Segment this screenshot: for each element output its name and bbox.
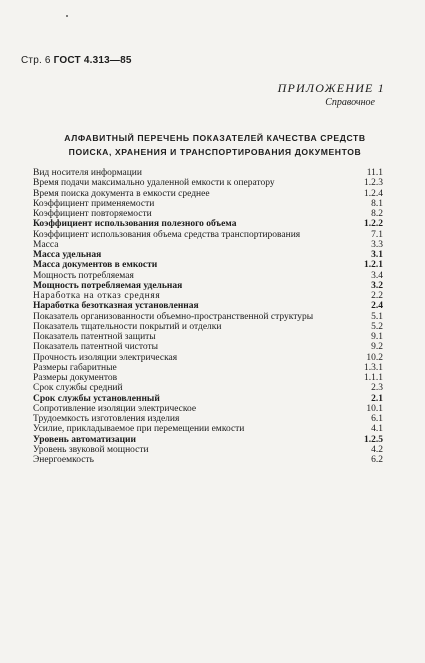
list-item: Наработка на отказ средняя 2.2	[33, 291, 383, 301]
list-item: Срок службы средний 2.3	[33, 383, 383, 394]
standard-id: ГОСТ 4.313—85	[53, 55, 132, 66]
list-item: Коэффициент применяемости 8.1	[33, 198, 383, 209]
appendix-title: ПРИЛОЖЕНИЕ 1	[277, 81, 385, 95]
list-item: Уровень звуковой мощности 4.2	[33, 444, 383, 455]
list-item: Мощность потребляемая 3.4	[33, 270, 383, 281]
list-item: Масса удельная 3.1	[33, 250, 383, 260]
list-item: Коэффициент повторяемости 8.2	[33, 209, 383, 219]
indicator-list	[33, 168, 383, 465]
list-item: Размеры документов 1.1.1	[33, 373, 383, 383]
list-item: Уровень автоматизации 1.2.5	[33, 434, 383, 445]
list-item: Усилие, прикладываемое при перемещении емкости 4.1	[33, 424, 383, 435]
list-item: Показатель патентной защиты 9.1	[33, 332, 383, 342]
list-title-line-1: АЛФАВИТНЫЙ ПЕРЕЧЕНЬ ПОКАЗАТЕЛЕЙ КАЧЕСТВА СРЕДСТВ	[64, 133, 366, 143]
list-title-line-2: ПОИСКА, ХРАНЕНИЯ И ТРАНСПОРТИРОВАНИЯ ДОКУМЕНТОВ	[68, 147, 362, 157]
page-header	[21, 55, 132, 66]
list-item: Время подачи максимально удаленной емкости к оператору 1.2.3	[33, 178, 383, 189]
page-number: Стр. 6	[21, 55, 51, 66]
scan-speck	[66, 15, 68, 17]
list-item: Время поиска документа в емкости среднее 1.2.4	[33, 188, 383, 199]
appendix-subtitle: Справочное	[325, 97, 375, 108]
list-item: Коэффициент использования полезного объема 1.2.2	[33, 219, 383, 230]
list-item: Энергоемкость 6.2	[33, 455, 383, 465]
list-item: Показатель патентной чистоты 9.2	[33, 342, 383, 353]
list-item: Вид носителя информации 11.1	[33, 168, 383, 178]
list-item: Наработка безотказная установленная 2.4	[33, 301, 383, 312]
list-item: Прочность изоляции электрическая 10.2	[33, 352, 383, 363]
list-item: Показатель организованности объемно-пространственной структуры 5.1	[33, 311, 383, 322]
list-item: Сопротивление изоляции электрическое 10.1	[33, 403, 383, 414]
list-item: Коэффициент использования объема средства транспортирования 7.1	[33, 229, 383, 240]
list-item: Показатель тщательности покрытий и отделки 5.2	[33, 321, 383, 332]
list-item: Мощность потребляемая удельная 3.2	[33, 280, 383, 291]
list-item: Размеры габаритные 1.3.1	[33, 362, 383, 373]
list-item: Срок службы установленный 2.1	[33, 393, 383, 404]
list-item: Трудоемкость изготовления изделия 6.1	[33, 414, 383, 424]
list-item: Масса документов в емкости 1.2.1	[33, 260, 383, 271]
list-item: Масса 3.3	[33, 239, 383, 250]
